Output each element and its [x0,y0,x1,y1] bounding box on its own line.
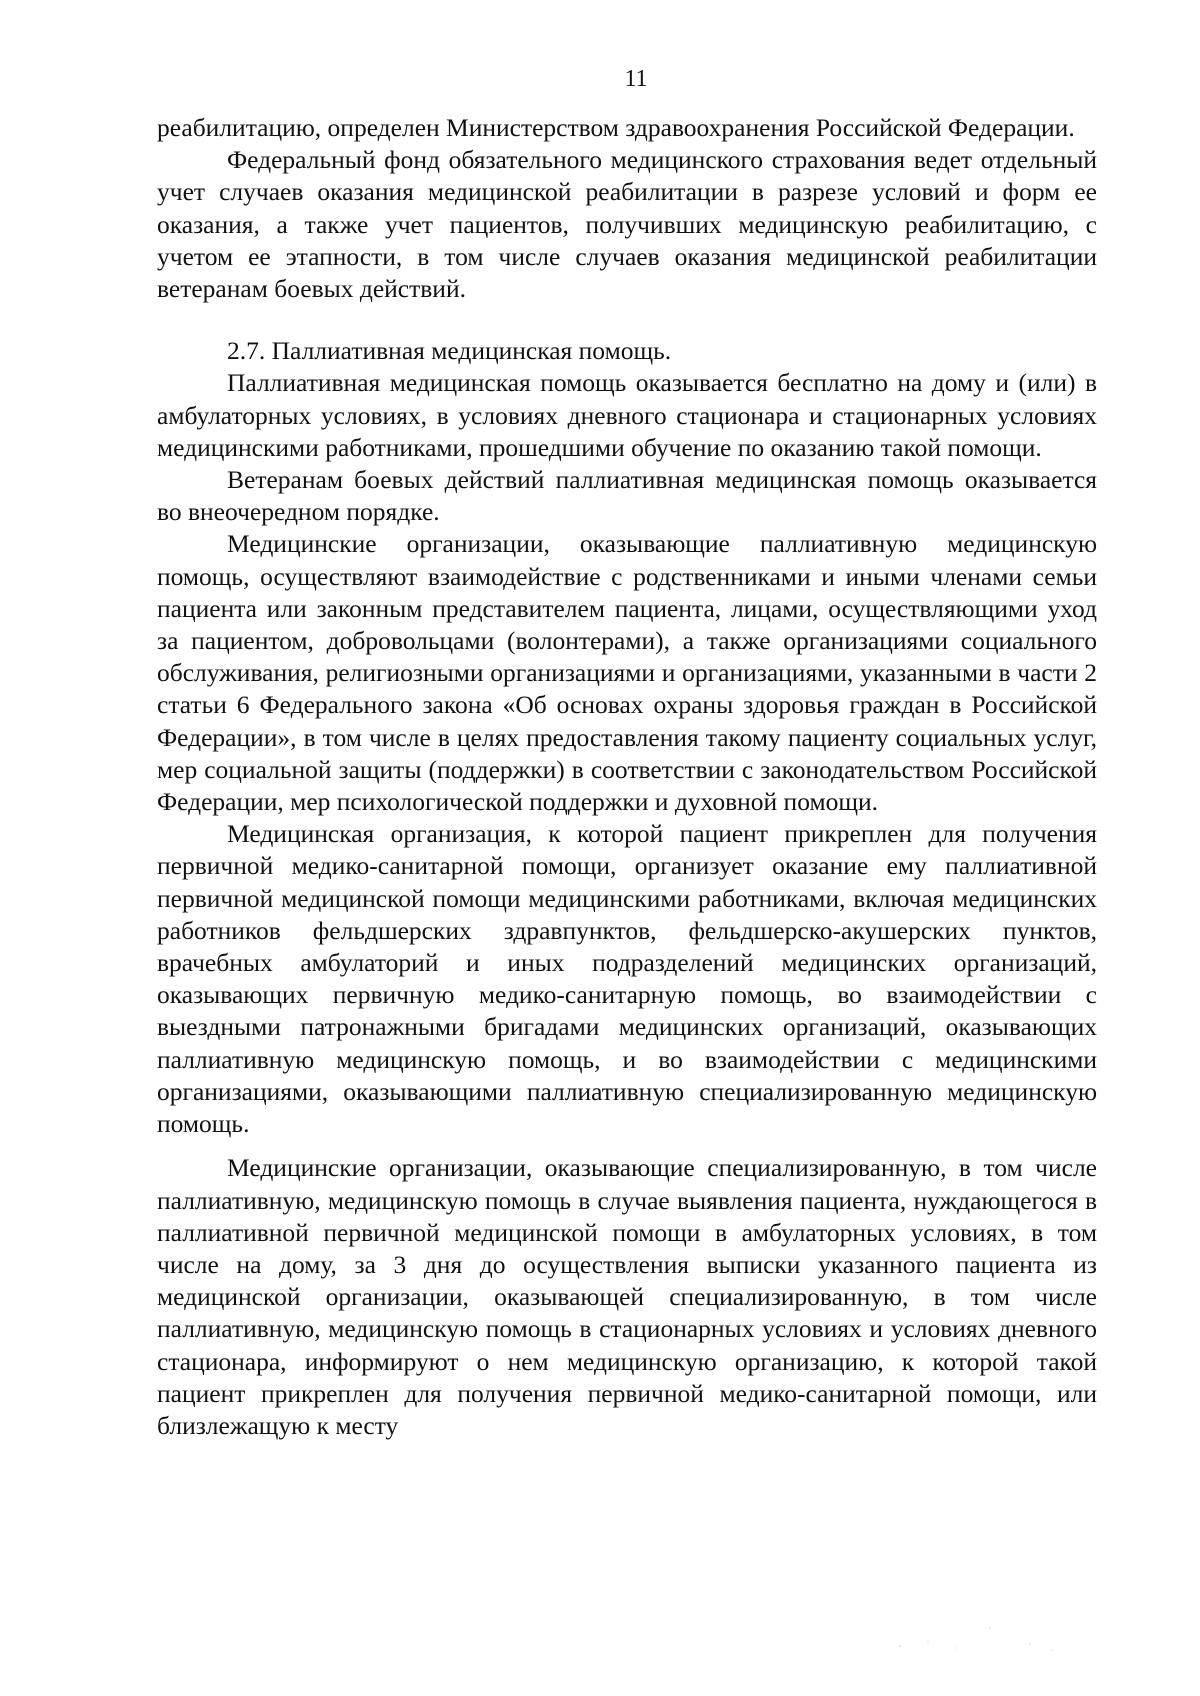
paragraph-specialized-organizations: Медицинские организации, оказывающие специализированную, в том числе паллиативную, медицинскую помощь в случае выявления пациента, нуждающегося в паллиативной первичной медицинской помощи в амбулаторных условиях, в том числе на дому, за 3 дня до осуществления выписки указанного пациента из медицинской организации, оказывающей специализированную, в том числе паллиативную, медицинскую помощь в стационарных условиях и условиях дневного стационара, информируют о нем медицинскую организацию, к которой такой пациент прикреплен для получения первичной медико-санитарной помощи, или близлежащую к месту [157,1153,1097,1440]
scan-noise-specks [880,1616,1080,1656]
paragraph-primary-care-organization: Медицинская организация, к которой пациент прикреплен для получения первичной медико-санитарной помощи, организует оказание ему паллиативной первичной медицинской помощи медицинскими работниками, включая медицинских работников фельдшерских здравпунктов, фельдшерско-акушерских пунктов, врачебных амбулаторий и иных подразделений медицинских организаций, оказывающих первичную медико-санитарную помощь, во взаимодействии с выездными патронажными бригадами медицинских организаций, оказывающих паллиативную медицинскую помощь, и во взаимодействии с медицинскими организациями, оказывающими паллиативную специализированную медицинскую помощь. [157,819,1097,1139]
section-heading-2-7: 2.7. Паллиативная медицинская помощь. [227,336,672,366]
page-number: 11 [624,66,648,92]
paragraph-veterans-priority: Ветеранам боевых действий паллиативная медицинская помощь оказывается во внеочередном порядке. [157,465,1097,527]
paragraph-ffoms-accounting: Федеральный фонд обязательного медицинского страхования ведет отдельный учет случаев оказания медицинской реабилитации в разрезе условий и форм ее оказания, а также учет пациентов, получивших медицинскую реабилитацию, с учетом ее этапности, в том числе случаев оказания медицинской реабилитации ветеранам боевых действий. [157,145,1097,304]
paragraph-palliative-free: Паллиативная медицинская помощь оказывается бесплатно на дому и (или) в амбулаторных условиях, в условиях дневного стационара и стационарных условиях медицинскими работниками, прошедшими обучение по оказанию такой помощи. [157,368,1097,462]
paragraph-continuation: реабилитацию, определен Министерством здравоохранения Российской Федерации. [157,113,1075,142]
paragraph-organizations-interaction: Медицинские организации, оказывающие паллиативную медицинскую помощь, осуществляют взаимодействие с родственниками и иными членами семьи пациента или законным представителем пациента, лицами, осуществляющими уход за пациентом, добровольцами (волонтерами), а также организациями социального обслуживания, религиозными организациями и организациями, указанными в части 2 статьи 6 Федерального закона «Об основах охраны здоровья граждан в Российской Федерации», в том числе в целях предоставления такому пациенту социальных услуг, мер социальной защиты (поддержки) в соответствии с законодательством Российской Федерации, мер психологической поддержки и духовной помощи. [157,529,1097,817]
